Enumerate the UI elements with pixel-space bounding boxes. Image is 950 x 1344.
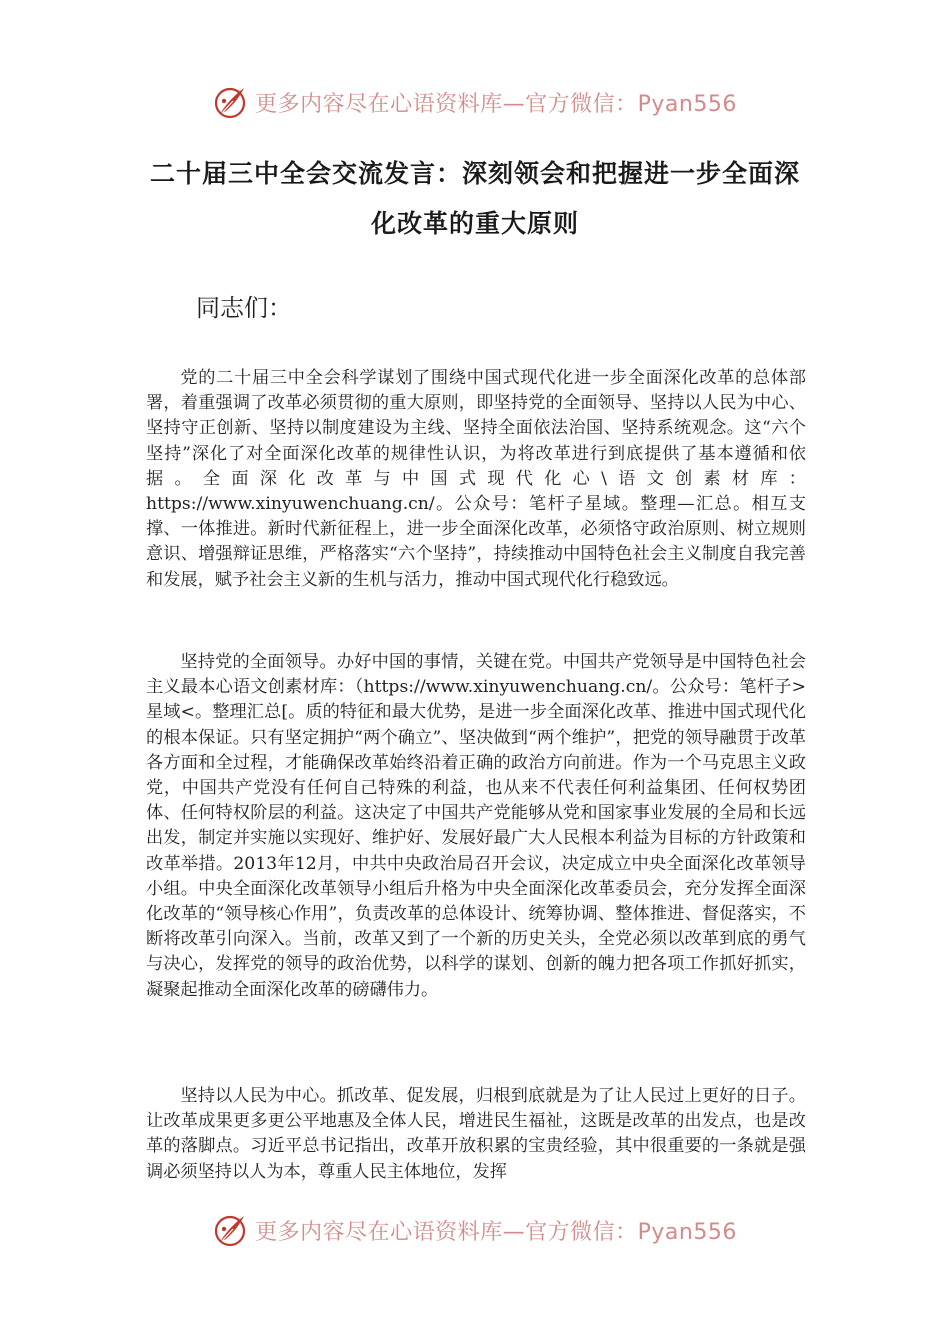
footer-banner-text: 更多内容尽在心语资料库—官方微信：Pyan556 xyxy=(255,1219,737,1245)
footer-banner xyxy=(0,1210,950,1250)
header-banner xyxy=(0,82,950,122)
greeting: 同志们： xyxy=(196,294,292,322)
quill-logo-icon xyxy=(213,1212,249,1248)
paragraph-party-leadership: 坚持党的全面领导。办好中国的事情，关键在党。中国共产党领导是中国特色社会主义最本心语文创素材库：（https://www.xinyuwenchuang.cn/。公众号：笔杆子>星域<。整理汇总[。质的特征和最大优势，是进一步全面深化改革、推进中国式现代化的根本保证。只有坚定拥护“两个确立”、坚决做到“两个维护”，把党的领导融贯于改革各方面和全过程，才能确保改革始终沿着正确的政治方向前进。作为一个马克思主义政党，中国共产党没有任何自己特殊的利益，也从来不代表任何利益集团、任何权势团体、任何特权阶层的利益。这决定了中国共产党能够从党和国家事业发展的全局和长远出发，制定并实施以实现好、维护好、发展好最广大人民根本利益为目标的方针政策和改革举措。2013年12月，中共中央政治局召开会议，决定成立中央全面深化改革领导小组。中央全面深化改革领导小组后升格为中央全面深化改革委员会，充分发挥全面深化改革的“领导核心作用”，负责改革的总体设计、统筹协调、整体推进、督促落实，不断将改革引向深入。当前，改革又到了一个新的历史关头，全党必须以改革到底的勇气与决心，发挥党的领导的政治优势，以科学的谋划、创新的魄力把各项工作抓好抓实，凝聚起推动全面深化改革的磅礴伟力。 xyxy=(146,652,806,1000)
paragraph-people-centered: 坚持以人民为中心。抓改革、促发展，归根到底就是为了让人民过上更好的日子。让改革成果更多更公平地惠及全体人民，增进民生福祉，这既是改革的出发点，也是改革的落脚点。习近平总书记指出，改革开放积累的宝贵经验，其中很重要的一条就是强调必须坚持以人为本，尊重人民主体地位，发挥 xyxy=(146,1086,806,1182)
quill-logo-icon xyxy=(213,84,249,120)
paragraph-intro: 党的二十届三中全会科学谋划了围绕中国式现代化进一步全面深化改革的总体部署，着重强调了改革必须贯彻的重大原则，即坚持党的全面领导、坚持以人民为中心、坚持守正创新、坚持以制度建设为主线、坚持全面依法治国、坚持系统观念。这“六个坚持”深化了对全面深化改革的规律性认识，为将改革进行到底提供了基本遵循和依据。全面深化改革与中国式现代化心\语文创素材库：https://www.xinyuwenchuang.cn/。公众号：笔杆子星域。整理—汇总。相互支撑、一体推进。新时代新征程上，进一步全面深化改革，必须恪守政治原则、树立规则意识、增强辩证思维，严格落实“六个坚持”，持续推动中国特色社会主义制度自我完善和发展，赋予社会主义新的生机与活力，推动中国式现代化行稳致远。 xyxy=(146,368,806,590)
document-title-line2: 化改革的重大原则 xyxy=(370,209,579,238)
document-title-line1: 二十届三中全会交流发言：深刻领会和把握进一步全面深 xyxy=(149,159,800,188)
banner-text: 更多内容尽在心语资料库—官方微信：Pyan556 xyxy=(255,91,737,117)
